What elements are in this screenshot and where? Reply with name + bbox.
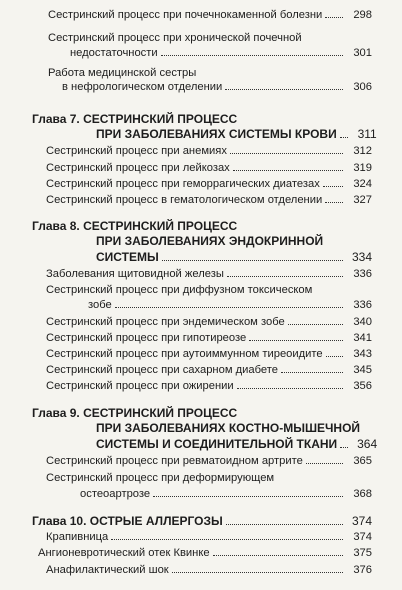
- leader-dots: [326, 356, 343, 357]
- chapter-8-title: Глава 8. СЕСТРИНСКИЙ ПРОЦЕСС: [32, 219, 238, 233]
- leader-dots: [249, 340, 343, 341]
- leader-dots: [325, 202, 343, 203]
- leader-dots: [306, 463, 343, 464]
- toc-entry: Ангионевротический отек Квинке 375: [38, 547, 372, 559]
- toc-entry: Заболевания щитовидной железы 336: [46, 268, 372, 280]
- toc-entry-line2: в нефрологическом отделении 306: [62, 81, 372, 93]
- leader-dots: [225, 89, 343, 90]
- chapter-9-title: Глава 9. СЕСТРИНСКИЙ ПРОЦЕСС: [32, 406, 238, 420]
- chapter-8-title-line3: СИСТЕМЫ 334: [96, 250, 372, 264]
- chapter-9-title-line2: ПРИ ЗАБОЛЕВАНИЯХ КОСТНО-МЫШЕЧНОЙ: [96, 421, 361, 435]
- leader-dots: [288, 324, 343, 325]
- toc-entry-line1: Сестринский процесс при хронической почечной: [48, 32, 302, 44]
- toc-entry: Сестринский процесс при анемиях 312: [46, 145, 372, 157]
- leader-dots: [323, 186, 343, 187]
- leader-dots: [237, 388, 343, 389]
- toc-entry-line1: Сестринский процесс при деформирующем: [46, 472, 275, 484]
- chapter-10-title: Глава 10. ОСТРЫЕ АЛЛЕРГОЗЫ 374: [32, 514, 372, 528]
- leader-dots: [340, 137, 348, 138]
- chapter-7-title: Глава 7. СЕСТРИНСКИЙ ПРОЦЕСС: [32, 112, 238, 126]
- leader-dots: [213, 555, 343, 556]
- toc-entry: Сестринский процесс при ожирении 356: [46, 380, 372, 392]
- leader-dots: [172, 572, 343, 573]
- toc-entry: Сестринский процесс в гематологическом отделении 327: [46, 194, 372, 206]
- toc-entry: Сестринский процесс при почечнокаменной болезни 298: [48, 9, 372, 21]
- toc-entry: Сестринский процесс при эндемическом зобе 340: [46, 316, 372, 328]
- leader-dots: [325, 17, 343, 18]
- toc-entry: Сестринский процесс при лейкозах 319: [46, 162, 372, 174]
- toc-entry: Сестринский процесс при аутоиммунном тиреоидите 343: [46, 348, 372, 360]
- toc-entry: Сестринский процесс при геморрагических диатезах 324: [46, 178, 372, 190]
- toc-entry-line2: зобе 336: [88, 299, 372, 311]
- leader-dots: [162, 260, 343, 261]
- toc-entry-line2: недостаточности 301: [70, 47, 372, 59]
- toc-entry: Анафилактический шок 376: [46, 564, 372, 576]
- toc-entry: Сестринский процесс при гипотиреозе 341: [46, 332, 372, 344]
- chapter-7-title-line2: ПРИ ЗАБОЛЕВАНИЯХ СИСТЕМЫ КРОВИ 311: [96, 127, 377, 141]
- toc-entry-line1: Сестринский процесс при диффузном токсическом: [46, 284, 313, 296]
- leader-dots: [161, 55, 343, 56]
- leader-dots: [230, 153, 343, 154]
- leader-dots: [233, 170, 343, 171]
- leader-dots: [227, 276, 343, 277]
- leader-dots: [153, 496, 343, 497]
- toc-entry: Сестринский процесс при ревматоидном артрите 365: [46, 455, 372, 467]
- toc-entry-line2: остеоартрозе 368: [80, 488, 372, 500]
- chapter-9-title-line3: СИСТЕМЫ И СОЕДИНИТЕЛЬНОЙ ТКАНИ 364: [96, 437, 378, 451]
- leader-dots: [115, 307, 343, 308]
- leader-dots: [226, 524, 343, 525]
- leader-dots: [111, 539, 343, 540]
- chapter-8-title-line2: ПРИ ЗАБОЛЕВАНИЯХ ЭНДОКРИННОЙ: [96, 234, 324, 248]
- leader-dots: [281, 372, 343, 373]
- leader-dots: [340, 447, 348, 448]
- toc-entry-line1: Работа медицинской сестры: [48, 67, 197, 79]
- toc-entry: Крапивница 374: [46, 531, 372, 543]
- toc-entry: Сестринский процесс при сахарном диабете 345: [46, 364, 372, 376]
